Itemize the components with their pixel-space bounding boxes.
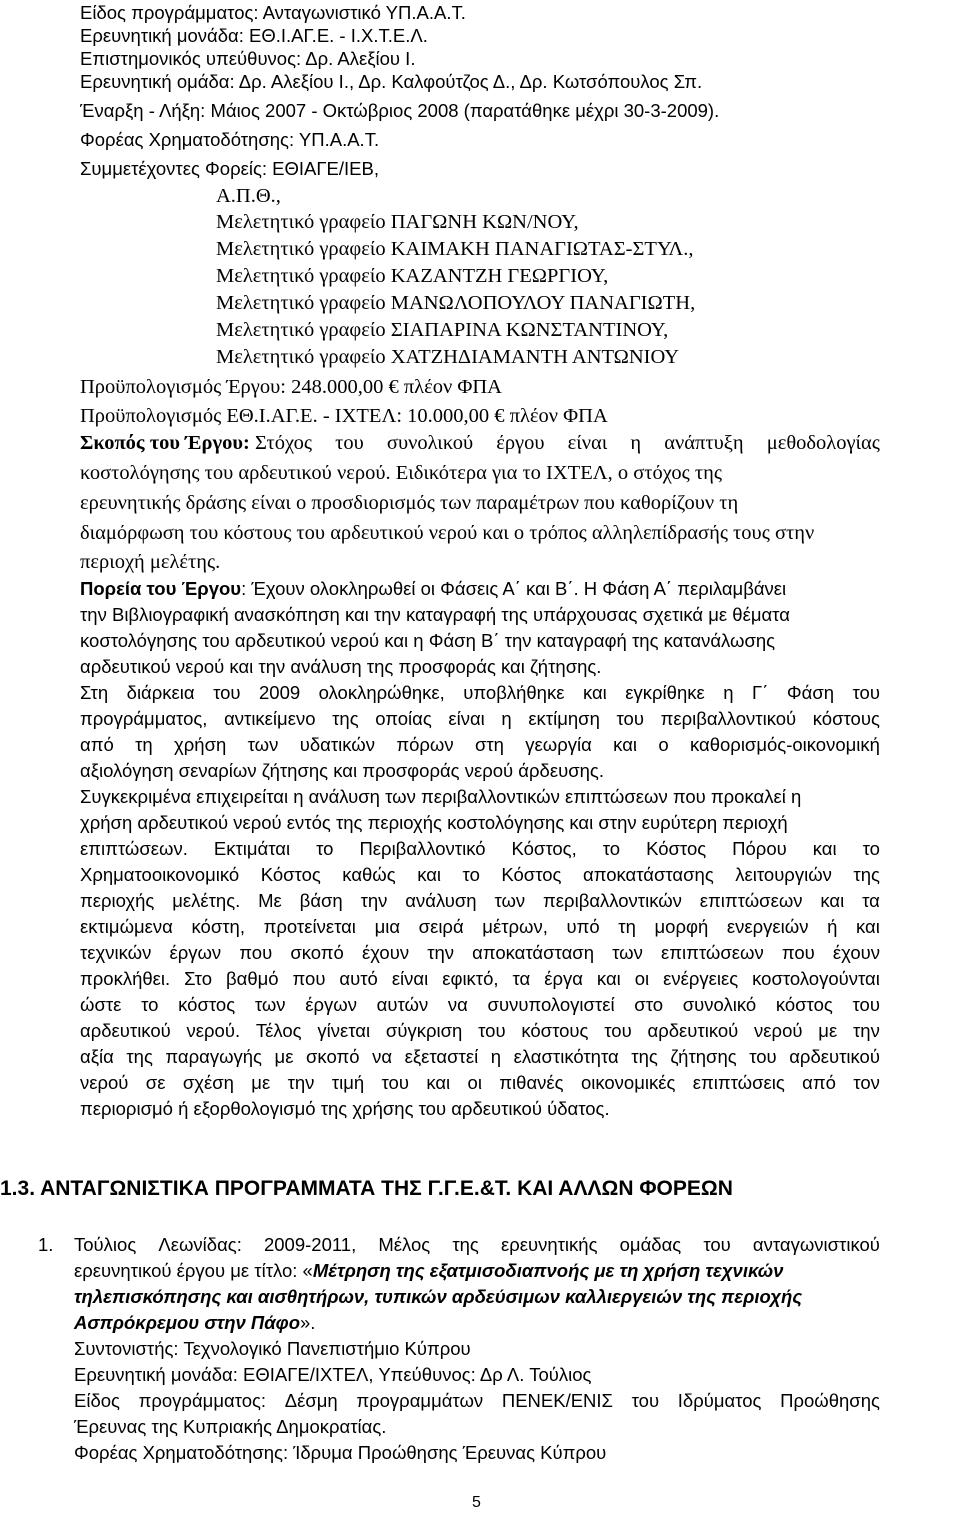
research-team-line: Ερευνητική ομάδα: Δρ. Αλεξίου Ι., Δρ. Καλφούτζος Δ., Δρ. Κωτσόπουλος Σπ. xyxy=(80,71,703,92)
page-number: 5 xyxy=(472,1494,481,1511)
para3-line-11: αξία της παραγωγής με σκοπό να εξεταστεί η ελαστικότητα της ζήτησης του αρδευτικού xyxy=(80,1046,880,1067)
purpose-line-2: κοστολόγησης του αρδευτικού νερού. Ειδικότερα για το ΙΧΤΕΛ, ο στόχος της xyxy=(80,462,722,484)
partner-item: Μελετητικό γραφείο ΚΑΙΜΑΚΗ ΠΑΝΑΓΙΩΤΑΣ-ΣΤΥΛ., xyxy=(216,238,694,260)
partner-item: Α.Π.Θ., xyxy=(216,185,281,207)
item1-program-line-1: Είδος προγράμματος: Δέσμη προγραμμάτων ΠΕΝΕΚ/ΕΝΙΣ του Ιδρύματος Προώθησης xyxy=(74,1390,880,1411)
para2-line-1: Στη διάρκεια του 2009 ολοκληρώθηκε, υποβλήθηκε και εγκρίθηκε η Γ΄ Φάση του xyxy=(80,682,880,703)
para3-line-7: τεχνικών έργων που σκοπό έχουν την αποκατάσταση των επιπτώσεων που έχουν xyxy=(80,942,880,963)
progress-label: Πορεία του Έργου xyxy=(80,578,242,599)
para3-line-12: νερού σε σχέση με την τιμή του και οι πιθανές οικονομικές επιπτώσεις από τον xyxy=(80,1072,880,1093)
scientific-lead-line: Επιστημονικός υπεύθυνος: Δρ. Αλεξίου Ι. xyxy=(80,48,416,69)
purpose-label: Σκοπός του Έργου: xyxy=(80,432,250,454)
para2-line-3: από τη χρήση των υδατικών πόρων στη γεωργία και ο καθορισμός-οικονομική xyxy=(80,734,880,755)
partners-label: Συμμετέχοντες Φορείς: ΕΘΙΑΓΕ/ΙΕΒ, xyxy=(80,158,379,179)
budget-total-line: Προϋπολογισμός Έργου: 248.000,00 € πλέον ΦΠΑ xyxy=(80,376,502,398)
para3-line-13: περιορισμό ή εξορθολογισμό της χρήσης του αρδευτικού ύδατος. xyxy=(80,1098,610,1119)
item1-line-1: Τούλιος Λεωνίδας: 2009-2011, Μέλος της ερευνητικής ομάδας του ανταγωνιστικού xyxy=(74,1234,880,1255)
partner-item: Μελετητικό γραφείο ΣΙΑΠΑΡΙΝΑ ΚΩΝΣΤΑΝΤΙΝΟΥ, xyxy=(216,319,669,341)
purpose-line-3: ερευνητικής δράσης είναι ο προσδιορισμός των παραμέτρων που καθορίζουν τη xyxy=(80,492,739,514)
item1-coordinator: Συντονιστής: Τεχνολογικό Πανεπιστήμιο Κύπρου xyxy=(74,1338,471,1359)
purpose-line-1: Σκοπός του Έργου: Στόχος του συνολικού έργου είναι η ανάπτυξη μεθοδολογίας xyxy=(80,432,880,454)
para3-line-6: εκτιμώμενα κόστη, προτείνεται μια σειρά μέτρων, υπό τη μορφή ενεργειών ή και xyxy=(80,916,880,937)
para3-line-8: προκλήθει. Στο βαθμό που αυτό είναι εφικτό, τα έργα και οι ενέργειες κοστολογούνται xyxy=(80,968,880,989)
para3-line-2: χρήση αρδευτικού νερού εντός της περιοχής κοστολόγησης και στην ευρύτερη περιοχή xyxy=(80,812,788,833)
item1-unit: Ερευνητική μονάδα: ΕΘΙΑΓΕ/ΙΧΤΕΛ, Υπεύθυνος: Δρ Λ. Τούλιος xyxy=(74,1364,592,1385)
item1-line-3: τηλεπισκόπησης και αισθητήρων, τυπικών αρδεύσιμων καλλιεργειών της περιοχής xyxy=(74,1286,803,1307)
item1-program-line-2: Έρευνας της Κυπριακής Δημοκρατίας. xyxy=(74,1416,387,1437)
funding-body-line: Φορέας Χρηματοδότησης: ΥΠ.Α.Α.Τ. xyxy=(80,129,380,150)
para3-line-4: Χρηματοοικονομικό Κόστος καθώς και το Κόστος αποκατάστασης λειτουργιών της xyxy=(80,864,880,885)
partner-item: Μελετητικό γραφείο ΚΑΖΑΝΤΖΗ ΓΕΩΡΓΙΟΥ, xyxy=(216,265,609,287)
progress-line-3: κοστολόγησης του αρδευτικού νερού και η Φάση Β΄ την καταγραφή της κατανάλωσης xyxy=(80,630,776,651)
para2-line-2: προγράμματος, αντικείμενο της οποίας είναι η εκτίμηση του περιβαλλοντικού κόστους xyxy=(80,708,880,729)
partner-item: Μελετητικό γραφείο ΧΑΤΖΗΔΙΑΜΑΝΤΗ ΑΝΤΩΝΙΟΥ xyxy=(216,346,680,368)
para3-line-1: Συγκεκριμένα επιχειρείται η ανάλυση των περιβαλλοντικών επιπτώσεων που προκαλεί η xyxy=(80,786,802,807)
list-item-number: 1. xyxy=(38,1234,54,1255)
progress-line-1: Πορεία του Έργου: Έχουν ολοκληρωθεί οι Φάσεις Α΄ και Β΄. Η Φάση Α΄ περιλαμβάνει xyxy=(80,578,787,599)
para3-line-10: αρδευτικού νερού. Τέλος γίνεται σύγκριση του κόστους του αρδευτικού νερού με την xyxy=(80,1020,880,1041)
program-type-line: Είδος προγράμματος: Ανταγωνιστικό ΥΠ.Α.Α.Τ. xyxy=(80,2,466,23)
progress-line-2: την Βιβλιογραφική ανασκόπηση και την καταγραφή της υπάρχουσας σχετικά με θέματα xyxy=(80,604,790,625)
section-heading: 1.3. ΑΝΤΑΓΩΝΙΣΤΙΚΑ ΠΡΟΓΡΑΜΜΑΤΑ ΤΗΣ Γ.Γ.Ε.&Τ. ΚΑΙ ΑΛΛΩΝ ΦΟΡΕΩΝ xyxy=(0,1177,733,1200)
partner-item: Μελετητικό γραφείο ΜΑΝΩΛΟΠΟΥΛΟΥ ΠΑΝΑΓΙΩΤΗ, xyxy=(216,292,696,314)
para3-line-5: περιοχής μελέτης. Με βάση την ανάλυση των περιβαλλοντικών επιπτώσεων και τα xyxy=(80,890,880,911)
item1-funding: Φορέας Χρηματοδότησης: Ίδρυμα Προώθησης Έρευνας Κύπρου xyxy=(74,1442,607,1463)
purpose-line-4: διαμόρφωση του κόστους του αρδευτικού νερού και ο τρόπος αλληλεπίδρασής τους στην xyxy=(80,522,815,544)
item1-line-4: Ασπρόκρεμου στην Πάφο». xyxy=(74,1312,316,1333)
project-title: Μέτρηση της εξατμισοδιαπνοής με τη χρήση τεχνικών xyxy=(312,1260,784,1281)
budget-unit-line: Προϋπολογισμός ΕΘ.Ι.ΑΓ.Ε. - ΙΧΤΕΛ: 10.000,00 € πλέον ΦΠΑ xyxy=(80,405,608,427)
para2-line-4: αξιολόγηση σεναρίων ζήτησης και προσφοράς νερού άρδευσης. xyxy=(80,760,604,781)
partner-item: Μελετητικό γραφείο ΠΑΓΩΝΗ ΚΩΝ/ΝΟΥ, xyxy=(216,211,579,233)
para3-line-3: επιπτώσεων. Εκτιμάται το Περιβαλλοντικό Κόστος, το Κόστος Πόρου και το xyxy=(80,838,880,859)
duration-line: Έναρξη - Λήξη: Μάιος 2007 - Οκτώβριος 2008 (παρατάθηκε μέχρι 30-3-2009). xyxy=(80,100,720,121)
para3-line-9: ώστε το κόστος των έργων αυτών να συνυπολογιστεί στο συνολικό κόστος του xyxy=(80,994,880,1015)
item1-line-2: ερευνητικού έργου με τίτλο: «Μέτρηση της εξατμισοδιαπνοής με τη χρήση τεχνικών xyxy=(74,1260,784,1281)
research-unit-line: Ερευνητική μονάδα: ΕΘ.Ι.ΑΓ.Ε. - Ι.Χ.Τ.Ε.Λ. xyxy=(80,25,428,46)
purpose-line-5: περιοχή μελέτης. xyxy=(80,551,221,573)
progress-line-4: αρδευτικού νερού και την ανάλυση της προσφοράς και ζήτησης. xyxy=(80,656,602,677)
